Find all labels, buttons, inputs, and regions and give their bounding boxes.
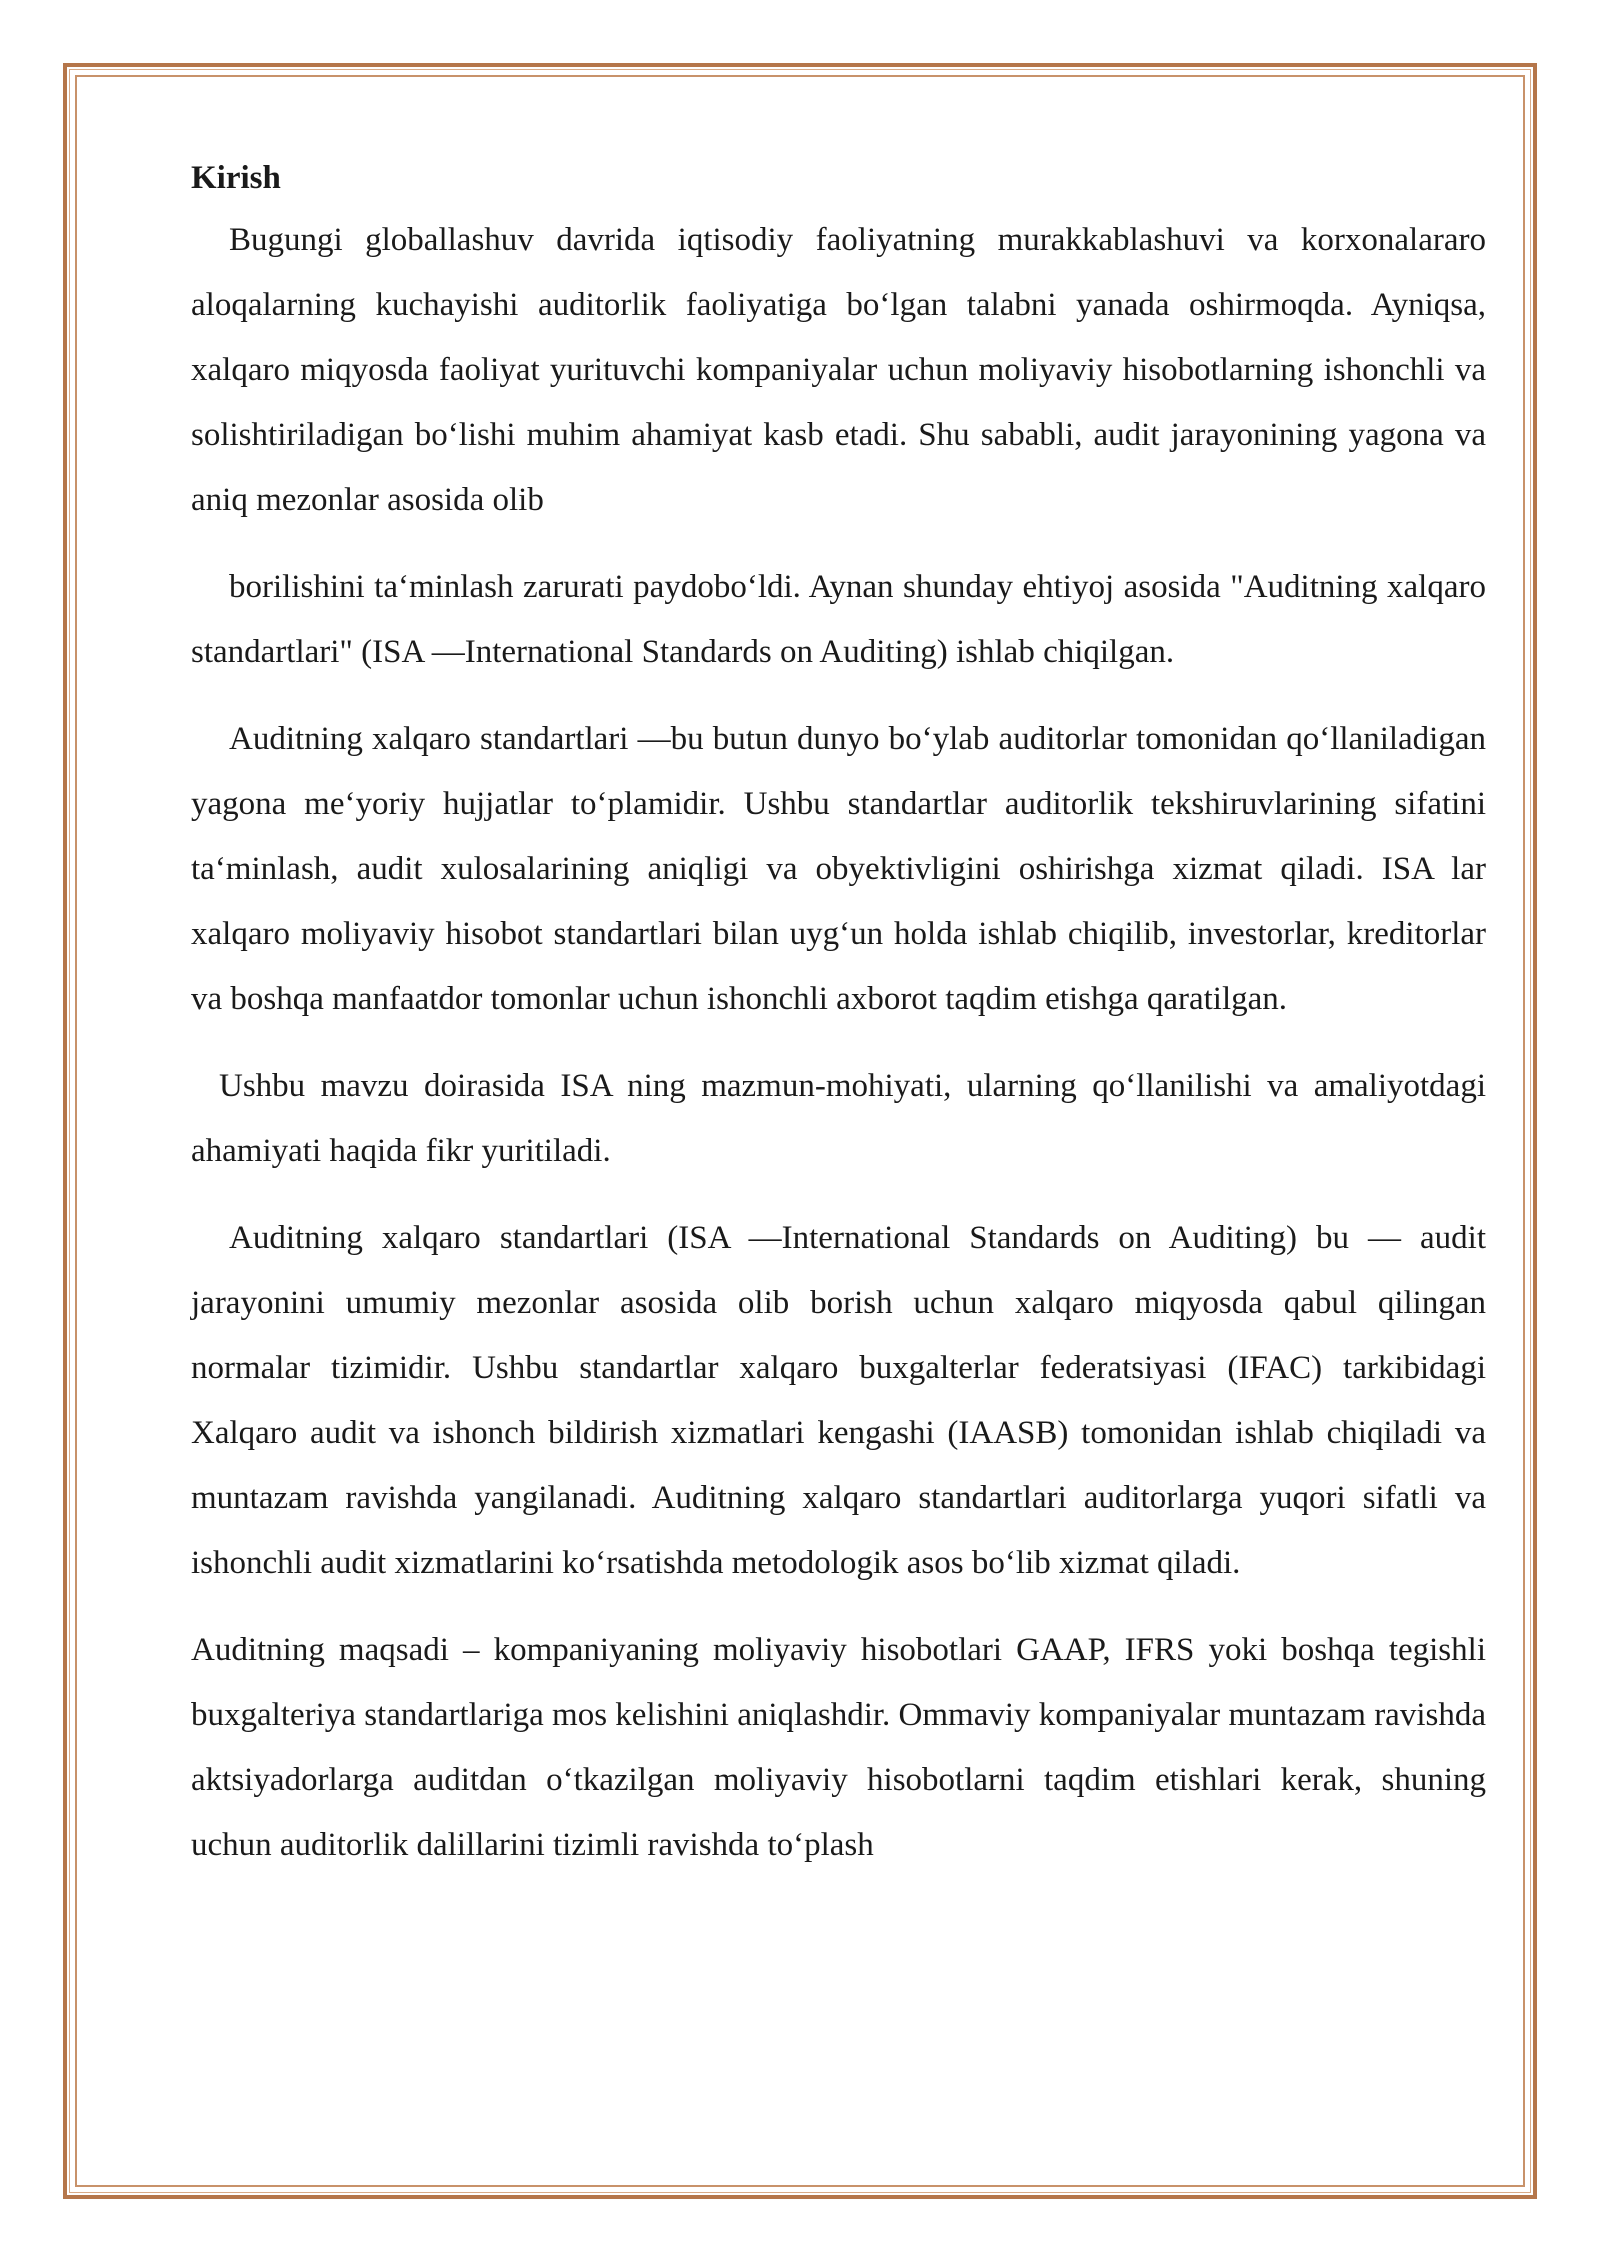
paragraph-5: Auditning xalqaro standartlari (ISA —International Standards on Auditing) bu — audit jarayonini umumiy mezonlar asosida olib borish uchun xalqaro miqyosda qabul qilingan normalar tizimidir. Ushbu standartlar xalqaro buxgalterlar federatsiyasi (IFAC) tarkibidagi Xalqaro audit va ishonch bildirish xizmatlari kengashi (IAASB) tomonidan ishlab chiqiladi va muntazam ravishda yangilanadi. Auditning xalqaro standartlari auditorlarga yuqori sifatli va ishonchli audit xizmatlarini koʻrsatishda metodologik asos boʻlib xizmat qiladi. — [191, 1220, 1486, 1581]
paragraph-1: Bugungi globallashuv davrida iqtisodiy faoliyatning murakkablashuvi va korxonalararo aloqalarning kuchayishi auditorlik faoliyatiga boʻlgan talabni yanada oshirmoqda. Ayniqsa, xalqaro miqyosda faoliyat yurituvchi kompaniyalar uchun moliyaviy hisobotlarning ishonchli va solishtiriladigan boʻlishi muhim ahamiyat kasb etadi. Shu sababli, audit jarayonining yagona va aniq mezonlar asosida olib — [191, 222, 1486, 518]
paragraph-4: Ushbu mavzu doirasida ISA ning mazmun-mohiyati, ularning qoʻllanilishi va amaliyotdagi ahamiyati haqida fikr yuritiladi. — [191, 1068, 1486, 1169]
paragraph-6: Auditning maqsadi – kompaniyaning moliyaviy hisobotlari GAAP, IFRS yoki boshqa tegishli buxgalteriya standartlariga mos kelishini aniqlashdir. Ommaviy kompaniyalar muntazam ravishda aktsiyadorlarga auditdan o‘tkazilgan moliyaviy hisobotlarni taqdim etishlari kerak, shuning uchun auditorlik dalillarini tizimli ravishda to‘plash — [191, 1632, 1486, 1863]
section-heading: Kirish — [191, 160, 281, 196]
paragraph-3: Auditning xalqaro standartlari —bu butun dunyo boʻylab auditorlar tomonidan qoʻllaniladigan yagona me‘yoriy hujjatlar toʻplamidir. Ushbu standartlar auditorlik tekshiruvlarining sifatini ta‘minlash, audit xulosalarining aniqligi va obyektivligini oshirishga xizmat qiladi. ISA lar xalqaro moliyaviy hisobot standartlari bilan uygʻun holda ishlab chiqilib, investorlar, kreditorlar va boshqa manfaatdor tomonlar uchun ishonchli axborot taqdim etishga qaratilgan. — [191, 721, 1486, 1017]
paragraph-2: borilishini ta‘minlash zarurati paydoboʻldi. Aynan shunday ehtiyoj asosida "Auditning xalqaro standartlari" (ISA —International Standards on Auditing) ishlab chiqilgan. — [191, 569, 1486, 670]
document-body — [191, 148, 1486, 1878]
